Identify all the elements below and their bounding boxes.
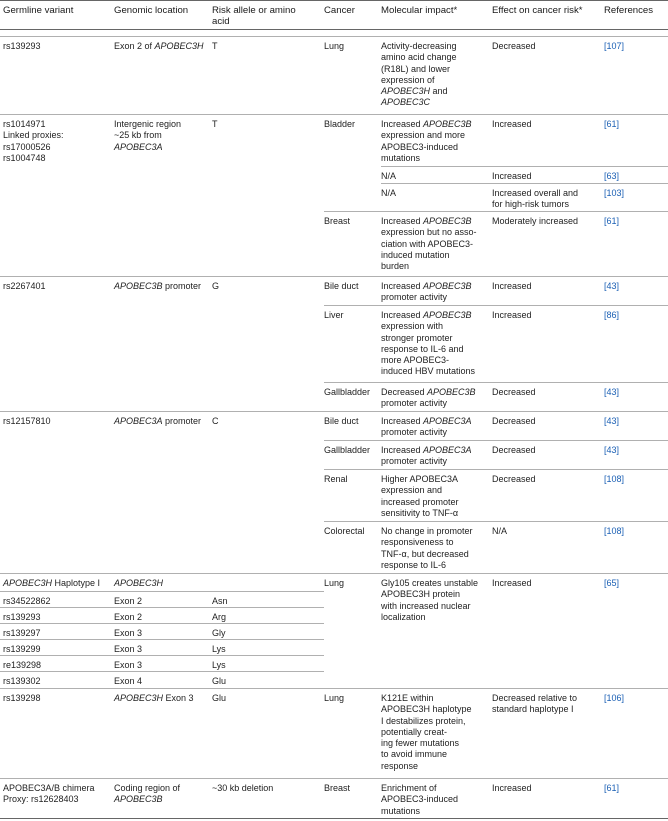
reference-link[interactable]: [61] <box>604 119 620 129</box>
reference-cell <box>604 41 664 52</box>
effect-cell: Decreased relative to standard haplotype I <box>492 693 578 715</box>
row-divider <box>0 411 668 412</box>
effect-cell: Decreased <box>492 416 536 426</box>
reference-cell <box>604 578 664 589</box>
table-bottom-rule <box>0 818 668 819</box>
location-cell: Coding region of APOBEC3B <box>114 783 181 805</box>
effect-cell: Moderately increased <box>492 216 579 226</box>
reference-link[interactable]: [106] <box>604 693 625 703</box>
effect-cell: Increased overall and for high-risk tumors <box>492 188 579 210</box>
cancer-cell: Breast <box>324 783 351 793</box>
cancer-cell: Gallbladder <box>324 387 371 397</box>
reference-link[interactable]: [108] <box>604 474 625 484</box>
risk-cell: T <box>212 119 218 129</box>
row-divider <box>324 305 668 306</box>
table-header <box>0 0 668 30</box>
location-cell: Exon 2 <box>114 596 143 606</box>
variant-cell: rs139297 <box>3 628 41 638</box>
effect-cell: N/A <box>492 526 508 536</box>
variant-cell: APOBEC3A/B chimera Proxy: rs12628403 <box>3 783 95 805</box>
variant-cell: rs139293 <box>3 41 41 51</box>
row-divider <box>381 166 668 167</box>
reference-link[interactable]: [103] <box>604 188 625 198</box>
reference-cell <box>604 693 664 704</box>
variant-cell: rs139302 <box>3 676 41 686</box>
risk-cell: Lys <box>212 660 226 670</box>
impact-cell: Increased APOBEC3B expression and more APOBEC3-induced mutations <box>381 119 472 163</box>
reference-link[interactable]: [43] <box>604 445 620 455</box>
impact-cell: Increased APOBEC3B expression with stronger promoter response to IL-6 and more APOBEC3- induced HBV mutations <box>381 310 476 377</box>
cancer-cell: Bile duct <box>324 416 359 426</box>
impact-cell: N/A <box>381 171 397 181</box>
reference-link[interactable]: [43] <box>604 281 620 291</box>
location-cell: APOBEC3B promoter <box>114 281 202 291</box>
impact-cell: Enrichment of APOBEC3-induced mutations <box>381 783 459 816</box>
variant-cell: rs1014971 Linked proxies: rs17000526 rs1004748 <box>3 119 64 163</box>
impact-cell: No change in promoter responsiveness to TNF-α, but decreased response to IL-6 <box>381 526 473 570</box>
risk-cell: Gly <box>212 628 226 638</box>
impact-cell: Higher APOBEC3A expression and increased promoter sensitivity to TNF-α <box>381 474 459 518</box>
variant-cell: rs34522862 <box>3 596 51 606</box>
effect-cell: Decreased <box>492 474 536 484</box>
effect-cell: Decreased <box>492 41 536 51</box>
row-divider <box>324 440 668 441</box>
cancer-cell: Bile duct <box>324 281 359 291</box>
row-divider <box>0 688 668 689</box>
risk-cell: Asn <box>212 596 228 606</box>
variant-cell: re139298 <box>3 660 42 670</box>
row-divider <box>0 36 668 37</box>
reference-cell <box>604 445 664 456</box>
risk-cell: T <box>212 41 218 51</box>
variant-cell: rs139298 <box>3 693 41 703</box>
row-divider <box>324 211 668 212</box>
effect-cell: Increased <box>492 119 532 129</box>
effect-cell: Increased <box>492 281 532 291</box>
row-divider <box>324 521 668 522</box>
reference-link[interactable]: [107] <box>604 41 625 51</box>
variant-cell: APOBEC3H Haplotype I <box>3 578 101 588</box>
impact-cell: Increased APOBEC3B expression but no asso- ciation with APOBEC3- induced mutation burden <box>381 216 477 272</box>
row-divider <box>0 114 668 115</box>
reference-cell <box>604 416 664 427</box>
cancer-cell: Breast <box>324 216 351 226</box>
reference-cell <box>604 216 664 227</box>
location-cell: Intergenic region ~25 kb from APOBEC3A <box>114 119 182 152</box>
reference-link[interactable]: [43] <box>604 416 620 426</box>
impact-cell: Decreased APOBEC3B promoter activity <box>381 387 476 409</box>
impact-cell: Increased APOBEC3B promoter activity <box>381 281 472 303</box>
cancer-cell: Gallbladder <box>324 445 371 455</box>
row-divider <box>324 469 668 470</box>
risk-cell: Lys <box>212 644 226 654</box>
risk-cell: G <box>212 281 220 291</box>
variant-cell: rs139299 <box>3 644 41 654</box>
variant-cell: rs12157810 <box>3 416 51 426</box>
reference-cell <box>604 474 664 485</box>
header-effect-on-risk: Effect on cancer risk* <box>492 5 583 16</box>
reference-link[interactable]: [63] <box>604 171 620 181</box>
location-cell: Exon 4 <box>114 676 143 686</box>
cancer-cell: Lung <box>324 41 345 51</box>
header-references: References <box>604 5 654 16</box>
effect-cell: Increased <box>492 783 532 793</box>
row-divider <box>0 639 324 640</box>
risk-cell: C <box>212 416 219 426</box>
location-cell: Exon 2 <box>114 612 143 622</box>
reference-cell <box>604 387 664 398</box>
impact-cell: K121E within APOBEC3H haplotype I destabilizes protein, potentially creat- ing fewer mutations to avoid immune response <box>381 693 472 771</box>
cancer-cell: Colorectal <box>324 526 365 536</box>
risk-cell: Glu <box>212 693 227 703</box>
reference-cell <box>604 188 664 199</box>
reference-cell <box>604 171 664 182</box>
cancer-cell: Liver <box>324 310 344 320</box>
row-divider <box>0 623 324 624</box>
location-cell: APOBEC3H <box>114 578 164 588</box>
header-risk-allele: Risk allele or amino acid <box>212 5 296 27</box>
impact-cell: N/A <box>381 188 397 198</box>
effect-cell: Decreased <box>492 387 536 397</box>
cancer-cell: Bladder <box>324 119 356 129</box>
reference-cell <box>604 783 664 794</box>
header-germline-variant: Germline variant <box>3 5 74 16</box>
reference-cell <box>604 526 664 537</box>
cancer-cell: Lung <box>324 693 345 703</box>
reference-link[interactable]: [61] <box>604 216 620 226</box>
reference-cell <box>604 310 664 321</box>
effect-cell: Increased <box>492 578 532 588</box>
risk-cell: ~30 kb deletion <box>212 783 274 793</box>
row-divider <box>0 607 324 608</box>
reference-cell <box>604 281 664 292</box>
effect-cell: Decreased <box>492 445 536 455</box>
effect-cell: Increased <box>492 310 532 320</box>
impact-cell: Increased APOBEC3A promoter activity <box>381 416 472 438</box>
header-molecular-impact: Molecular impact* <box>381 5 458 16</box>
location-cell: APOBEC3H Exon 3 <box>114 693 194 703</box>
cancer-cell: Renal <box>324 474 348 484</box>
row-divider <box>0 671 324 672</box>
row-divider <box>0 591 324 592</box>
row-divider <box>0 778 668 779</box>
row-divider <box>0 276 668 277</box>
variant-cell: rs139293 <box>3 612 41 622</box>
reference-link[interactable]: [86] <box>604 310 620 320</box>
row-divider <box>381 183 668 184</box>
impact-cell: Gly105 creates unstable APOBEC3H protein with increased nuclear localization <box>381 578 479 622</box>
location-cell: APOBEC3A promoter <box>114 416 202 426</box>
location-cell: Exon 3 <box>114 628 143 638</box>
risk-cell: Glu <box>212 676 227 686</box>
location-cell: Exon 3 <box>114 644 143 654</box>
reference-link[interactable]: [43] <box>604 387 620 397</box>
header-cancer: Cancer <box>324 5 355 16</box>
reference-cell <box>604 119 664 130</box>
row-divider <box>324 382 668 383</box>
effect-cell: Increased <box>492 171 532 181</box>
risk-cell: Arg <box>212 612 227 622</box>
variant-cell: rs2267401 <box>3 281 46 291</box>
row-divider <box>0 655 324 656</box>
location-cell: Exon 3 <box>114 660 143 670</box>
location-cell: Exon 2 of APOBEC3H <box>114 41 204 51</box>
reference-link[interactable]: [61] <box>604 783 620 793</box>
header-genomic-location: Genomic location <box>114 5 189 16</box>
row-divider <box>0 573 668 574</box>
cancer-cell: Lung <box>324 578 345 588</box>
impact-cell: Increased APOBEC3A promoter activity <box>381 445 472 467</box>
reference-link[interactable]: [108] <box>604 526 625 536</box>
impact-cell: Activity-decreasing amino acid change (R18L) and lower expression of APOBEC3H and APOBEC3C <box>381 41 457 108</box>
reference-link[interactable]: [65] <box>604 578 620 588</box>
